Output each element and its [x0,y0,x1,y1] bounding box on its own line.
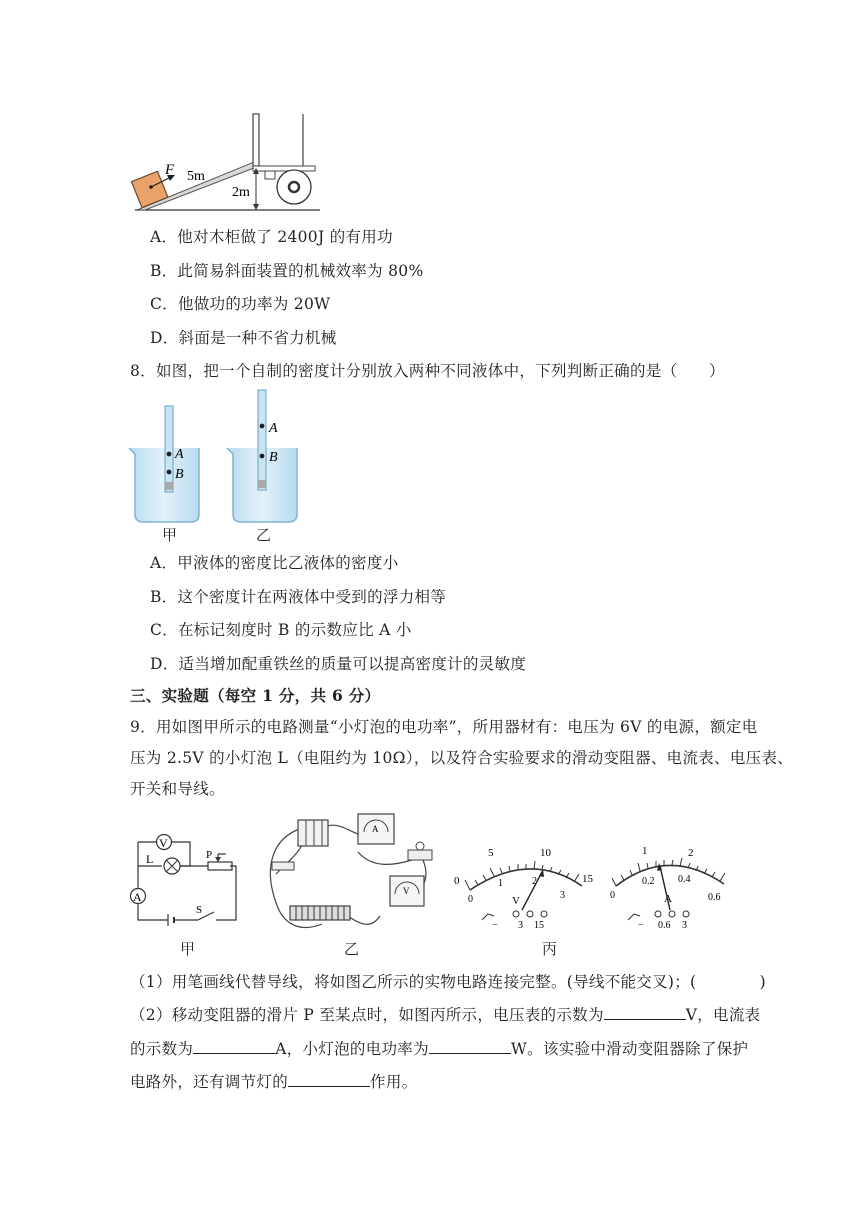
q8-caption-jia: 甲 [162,526,178,544]
slope-length-label: 5m [187,169,205,184]
q9-stem-line-2: 压为 2.5V 的小灯泡 L（电阻约为 10Ω），以及符合实验要求的滑动变阻器、电流表、电压表、 [130,749,794,767]
am-top-2: 2 [688,847,694,859]
q8-option-b: B．这个密度计在两液体中受到的浮力相等 [150,588,447,606]
incline-figure [125,108,325,214]
answer-blank-power[interactable] [429,1039,511,1054]
circuit-a-label: A [133,890,142,904]
q9-stem-line-1: 9．用如图甲所示的电路测量“小灯泡的电功率”，所用器材有：电压为 6V 的电源，额定电 [130,718,758,736]
circuit-l-label: L [146,852,154,866]
vm-term-3: 3 [518,920,523,931]
ammeter-dial [602,842,742,932]
part2-text-4: A，小灯泡的电功率为 [275,1040,429,1058]
vm-term-15: 15 [534,920,544,931]
am-unit: A [664,893,672,905]
part2-text-6: 电路外，还有调节灯的 [130,1073,289,1091]
q7-option-d: D．斜面是一种不省力机械 [150,329,337,347]
q8-option-a: A．甲液体的密度比乙液体的密度小 [150,554,399,572]
part2-text-2: V，电流表 [685,1006,761,1024]
answer-blank-current[interactable] [193,1039,275,1054]
answer-blank-role[interactable] [288,1072,370,1087]
height-label: 2m [232,185,250,200]
q9-part2-line-3 [130,1070,417,1092]
vm-minor-2: 2 [532,876,537,887]
circuit-p-label: P [206,849,213,861]
am-term-neg: − [638,920,644,931]
q9-stem-line-3: 开关和导线。 [130,780,225,798]
q9-part2-line-1 [130,1003,760,1025]
am-top-1: 1 [642,845,648,857]
section-heading: 三、实验题（每空 1 分，共 6 分） [130,686,381,705]
jia-point-b: B [175,467,184,482]
hydrometer-figure [125,386,305,542]
q8-option-d: D．适当增加配重铁丝的质量可以提高密度计的灵敏度 [150,655,527,673]
q9-part1: （1）用笔画线代替导线，将如图乙所示的实物电路连接完整。(导线不能交叉)；( ) [130,973,766,991]
jia-point-a: A [175,447,184,462]
part2-text-3: 的示数为 [130,1040,194,1058]
q7-option-b: B．此简易斜面装置的机械效率为 80% [150,262,424,280]
circuit-s-label: S [196,904,203,916]
am-minor-0: 0 [610,890,615,901]
svg-text:A: A [372,824,379,834]
part2-text-1: （2）移动变阻器的滑片 P 至某点时，如图丙所示，电压表的示数为 [130,1006,604,1024]
am-term-06: 0.6 [658,920,671,931]
answer-blank-voltage[interactable] [604,1005,686,1020]
am-minor-06: 0.6 [708,892,721,903]
circuit-v-label: V [159,836,168,850]
vm-unit: V [512,895,520,907]
am-minor-04: 0.4 [678,874,691,885]
yi-point-a: A [269,421,278,436]
force-label: F [165,162,175,178]
yi-point-b: B [269,450,278,465]
vm-top-10: 10 [540,847,551,859]
physical-circuit [262,808,440,936]
vm-minor-1: 1 [498,878,503,889]
part2-text-7: 作用。 [370,1073,418,1091]
q8-stem: 8．如图，把一个自制的密度计分别放入两种不同液体中，下列判断正确的是（ ） [130,362,725,380]
q7-option-c: C．他做功的功率为 20W [150,295,331,313]
q9-caption-bing: 丙 [542,940,558,958]
am-minor-02: 0.2 [642,876,655,887]
svg-text:V: V [403,886,410,896]
vm-minor-3: 3 [560,890,565,901]
q9-caption-yi: 乙 [344,940,360,958]
vm-minor-0: 0 [468,894,473,905]
q9-caption-jia: 甲 [180,940,196,958]
part2-text-5: W。该实验中滑动变阻器除了保护 [510,1040,749,1058]
am-term-3: 3 [682,920,687,931]
q8-caption-yi: 乙 [256,526,272,544]
circuit-diagram [128,828,243,928]
voltmeter-dial [448,842,598,932]
vm-top-5: 5 [488,847,494,859]
vm-term-neg: − [492,920,498,931]
q7-option-a: A．他对木柜做了 2400J 的有用功 [150,228,393,246]
q8-option-c: C．在标记刻度时 B 的示数应比 A 小 [150,621,412,639]
q9-part2-line-2 [130,1037,748,1059]
vm-end-15: 15 [582,873,593,885]
vm-end-0: 0 [454,875,460,887]
